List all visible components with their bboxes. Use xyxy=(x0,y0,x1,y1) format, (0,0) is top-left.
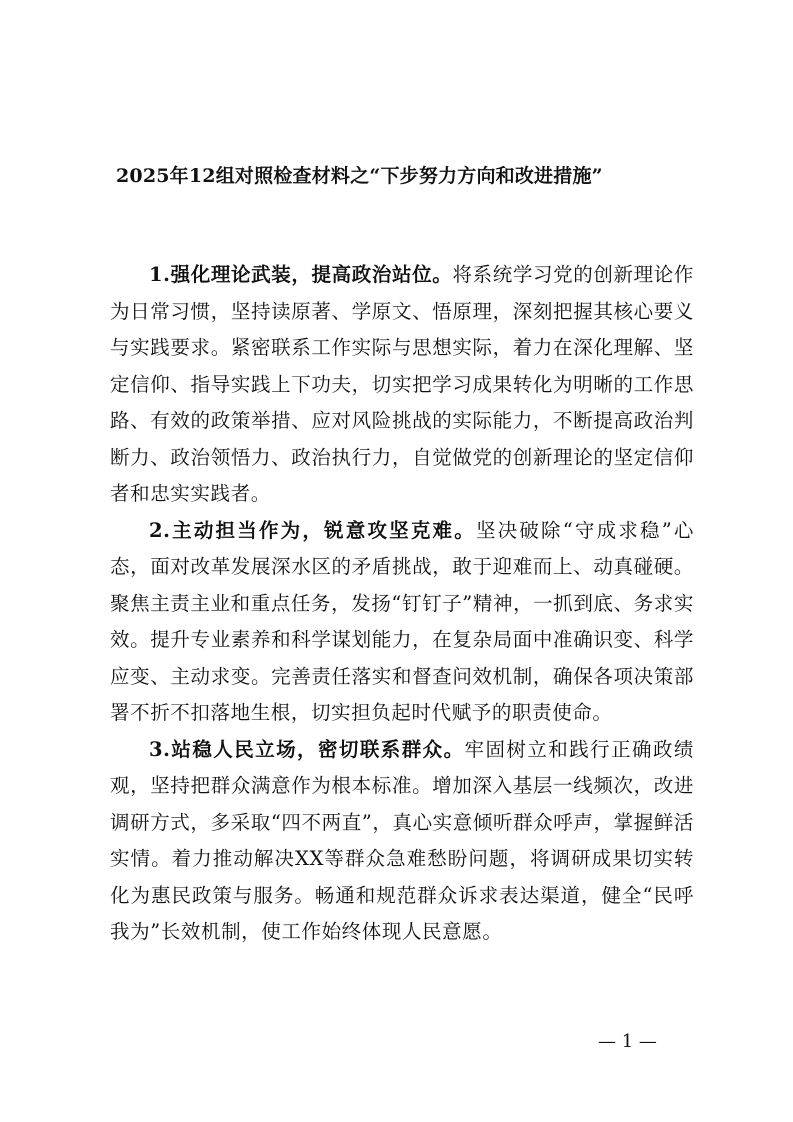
document-body xyxy=(110,257,694,951)
paragraph-3-text: 牢固树立和践行正确政绩观，坚持把群众满意作为根本标准。增加深入基层一线频次，改进调研方式，多采取“四不两直”，真心实意倾听群众呼声，掌握鲜活实情。着力推动解决XX等群众急难愁盼问题，将调研成果切实转化为惠民政策与服务。畅通和规范群众诉求表达渠道，健全“民呼我为”长效机制，使工作始终体现人民意愿。 xyxy=(110,737,694,943)
paragraph-1-text: 将系统学习党的创新理论作为日常习惯，坚持读原著、学原文、悟原理，深刻把握其核心要义与实践要求。紧密联系工作实际与思想实际，着力在深化理解、坚定信仰、指导实践上下功夫，切实把学习成果转化为明晰的工作思路、有效的政策举措、应对风险挑战的实际能力，不断提高政治判断力、政治领悟力、政治执行力，自觉做党的创新理论的坚定信仰者和忠实实践者。 xyxy=(110,263,694,505)
paragraph-2-heading: 2.主动担当作为，锐意攻坚克难。 xyxy=(149,518,476,542)
paragraph-3-heading: 3.站稳人民立场，密切联系群众。 xyxy=(149,737,465,761)
paragraph-2-text: 坚决破除“守成求稳”心态，面对改革发展深水区的矛盾挑战，敢于迎难而上、动真碰硬。聚焦主责主业和重点任务，发扬“钉钉子”精神，一抓到底、务求实效。提升专业素养和科学谋划能力，在复杂局面中准确识变、科学应变、主动求变。完善责任落实和督查问效机制，确保各项决策部署不折不扣落地生根，切实担负起时代赋予的职责使命。 xyxy=(110,518,694,724)
paragraph-1-heading: 1.强化理论武装，提高政治站位。 xyxy=(149,263,453,286)
paragraph-3 xyxy=(110,732,694,951)
paragraph-1 xyxy=(110,257,694,513)
page-number: — 1 — xyxy=(598,1031,657,1052)
page-title: 2025年12组对照检查材料之“下步努力方向和改进措施” xyxy=(116,165,603,187)
paragraph-2 xyxy=(110,513,694,732)
